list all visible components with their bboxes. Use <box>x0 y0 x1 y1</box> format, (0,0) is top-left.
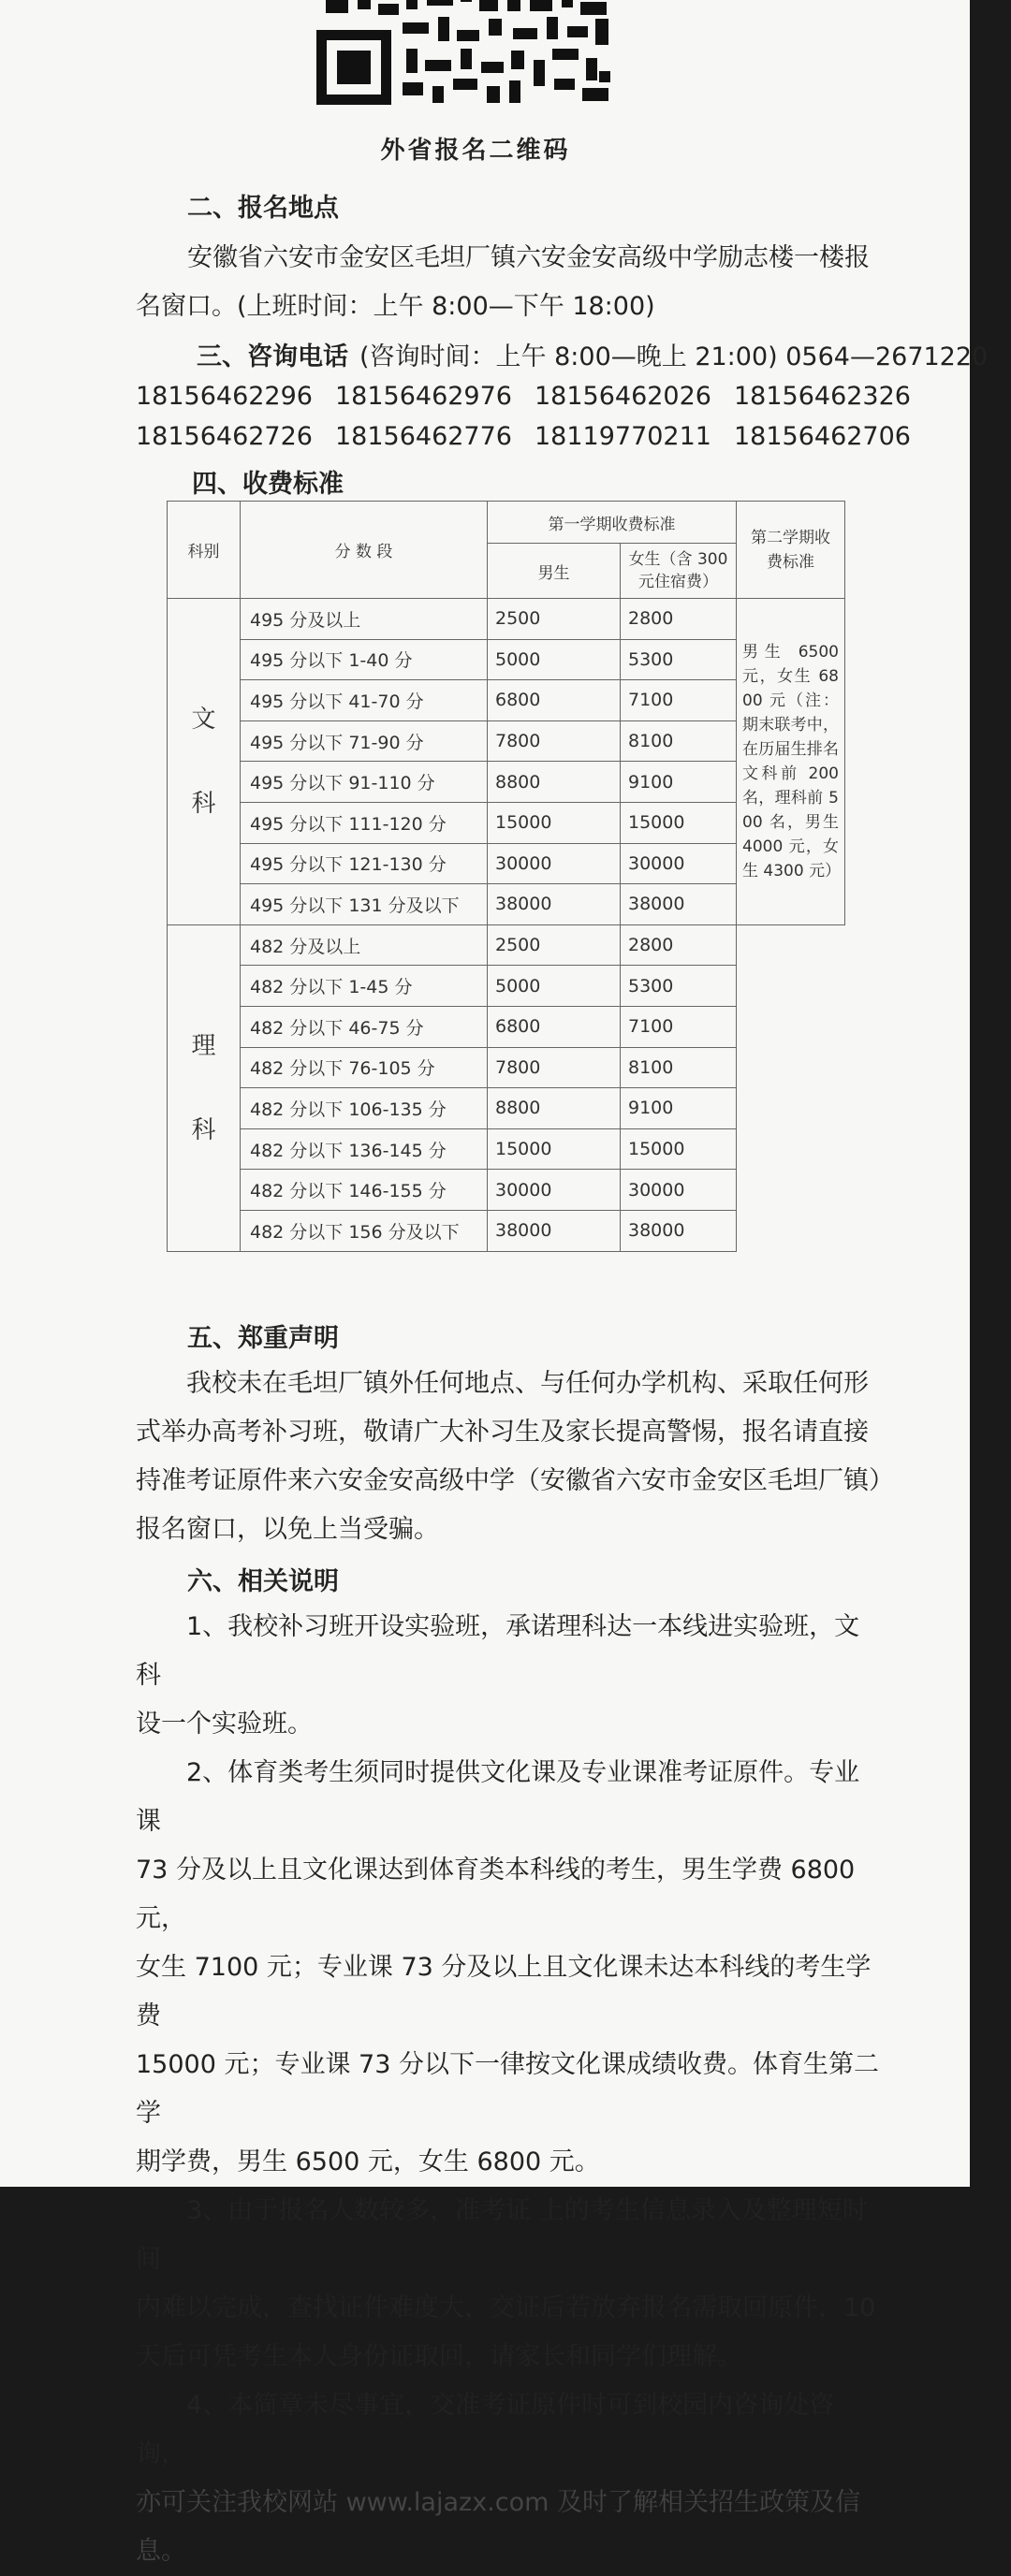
header-subject: 科别 <box>168 502 241 599</box>
qr-code-image <box>316 0 618 112</box>
phone-number: 18156462026 <box>535 382 711 411</box>
cell-female: 2800 <box>621 599 737 640</box>
fee-row <box>168 1006 845 1047</box>
cell-male: 8800 <box>488 1088 621 1129</box>
cell-male: 38000 <box>488 884 621 925</box>
cell-male: 2500 <box>488 599 621 640</box>
cell-female: 9100 <box>621 762 737 803</box>
declaration-text <box>136 1360 894 1554</box>
phone-number: 18156462706 <box>734 422 911 451</box>
cell-range: 482 分以下 146-155 分 <box>241 1170 488 1211</box>
cell-range: 495 分以下 121-130 分 <box>241 843 488 884</box>
phone-number: 18156462976 <box>335 382 512 411</box>
header-male: 男生 <box>488 544 621 599</box>
section-heading-location: 二、报名地点 <box>187 194 339 223</box>
cell-range: 495 分及以上 <box>241 599 488 640</box>
cell-range: 495 分以下 71-90 分 <box>241 720 488 762</box>
note-4-line: 亦可关注我校网站 www.lajazx.com 及时了解相关招生政策及信息。 <box>136 2488 861 2566</box>
note-4-line: 4、本简章未尽事宜，交准考证原件时可到校园内咨询处咨询， <box>136 2391 835 2468</box>
cell-female: 38000 <box>621 1210 737 1251</box>
arts-rows <box>168 599 845 925</box>
declaration-line: 持准考证原件来六安金安高级中学（安徽省六安市金安区毛坦厂镇） <box>136 1466 894 1495</box>
cell-male: 2500 <box>488 924 621 966</box>
cell-male: 5000 <box>488 639 621 680</box>
cell-female: 8100 <box>621 1047 737 1088</box>
fee-row <box>168 1210 845 1251</box>
cell-range: 482 分以下 136-145 分 <box>241 1128 488 1170</box>
phone-number: 18156462326 <box>734 382 911 411</box>
phone-hours: (咨询时间：上午 8:00—晚上 21:00) 0564—2671220 <box>359 342 989 371</box>
qr-caption: 外省报名二维码 <box>380 137 571 165</box>
cell-female: 5300 <box>621 639 737 680</box>
note-3-line: 天后可凭考生本人身份证取回，请家长和同学们理解。 <box>136 2342 742 2371</box>
cell-range: 482 分以下 46-75 分 <box>241 1006 488 1047</box>
cell-male: 5000 <box>488 966 621 1007</box>
cell-range: 495 分以下 131 分及以下 <box>241 884 488 925</box>
cell-range: 495 分以下 41-70 分 <box>241 680 488 721</box>
note-2-line: 73 分及以上且文化课达到体育类本科线的考生，男生学费 6800 元， <box>136 1856 856 1933</box>
cell-male: 30000 <box>488 1170 621 1211</box>
note-2-line: 期学费，男生 6500 元，女生 6800 元。 <box>136 2147 600 2176</box>
note-1-line: 1、我校补习班开设实验班，承诺理科达一本线进实验班，文科 <box>136 1612 860 1690</box>
arts-subject-label <box>168 599 241 925</box>
cell-female: 30000 <box>621 843 737 884</box>
cell-range: 482 分以下 156 分及以下 <box>241 1210 488 1251</box>
location-line-2: 名窗口。(上班时间：上午 8:00—下午 18:00) <box>136 292 655 321</box>
notes-text <box>136 1603 885 2576</box>
cell-female: 7100 <box>621 680 737 721</box>
section-heading-fees: 四、收费标准 <box>192 470 344 499</box>
cell-female: 15000 <box>621 1128 737 1170</box>
cell-female: 8100 <box>621 720 737 762</box>
cell-range: 482 分以下 76-105 分 <box>241 1047 488 1088</box>
fee-row <box>168 1128 845 1170</box>
header-first-term: 第一学期收费标准 <box>488 502 737 544</box>
subject-char: 理 <box>191 1031 216 1060</box>
note-2-line: 15000 元；专业课 73 分以下一律按文化课成绩收费。体育生第二学 <box>136 2050 879 2128</box>
cell-male: 7800 <box>488 1047 621 1088</box>
cell-female: 15000 <box>621 802 737 843</box>
phone-number: 18156462296 <box>136 382 313 411</box>
cell-range: 482 分以下 1-45 分 <box>241 966 488 1007</box>
qr-code <box>316 0 618 112</box>
location-line-1: 安徽省六安市金安区毛坦厂镇六安金安高级中学励志楼一楼报 <box>187 243 870 272</box>
subject-char: 科 <box>191 789 216 818</box>
subject-char: 文 <box>191 705 216 734</box>
fee-row <box>168 1088 845 1129</box>
cell-male: 38000 <box>488 1210 621 1251</box>
cell-range: 495 分以下 111-120 分 <box>241 802 488 843</box>
subject-char: 科 <box>191 1115 216 1144</box>
cell-range: 482 分及以上 <box>241 924 488 966</box>
fee-row <box>168 599 845 640</box>
cell-male: 8800 <box>488 762 621 803</box>
fee-row <box>168 1047 845 1088</box>
cell-female: 30000 <box>621 1170 737 1211</box>
phone-number: 18156462726 <box>136 422 313 451</box>
cell-range: 495 分以下 91-110 分 <box>241 762 488 803</box>
fee-row <box>168 1170 845 1211</box>
cell-range: 495 分以下 1-40 分 <box>241 639 488 680</box>
cell-female: 38000 <box>621 884 737 925</box>
cell-male: 15000 <box>488 802 621 843</box>
note-3-line: 3、由于报名人数较多，准考证 上的考生信息录入及整理短时间 <box>136 2196 868 2274</box>
cell-male: 6800 <box>488 1006 621 1047</box>
header-second-term: 第二学期收费标准 <box>737 502 845 599</box>
cell-male: 6800 <box>488 680 621 721</box>
phone-row-2 <box>136 422 933 451</box>
phone-number: 18119770211 <box>535 422 711 451</box>
note-2-line: 2、体育类考生须同时提供文化课及专业课准考证原件。专业课 <box>136 1758 860 1836</box>
phone-row-1 <box>136 382 933 411</box>
science-subject-label <box>168 924 241 1251</box>
cell-female: 5300 <box>621 966 737 1007</box>
fee-table <box>167 501 845 1252</box>
section-heading-declaration: 五、郑重声明 <box>187 1324 339 1353</box>
declaration-line: 报名窗口，以免上当受骗。 <box>136 1515 439 1544</box>
fee-row <box>168 966 845 1007</box>
note-2-line: 女生 7100 元；专业课 73 分及以上且文化课未达本科线的考生学费 <box>136 1953 872 2030</box>
cell-male: 7800 <box>488 720 621 762</box>
note-3-line: 内难以完成，查找证件难度大，交证后若放弃报名需取回原件，10 <box>136 2293 876 2322</box>
header-female: 女生（含 300 元住宿费） <box>621 544 737 599</box>
second-term-note: 男生 6500 元，女生 6800 元（注：期末联考中，在历届生排名文科前 200 名，理科前 500 名，男生 4000 元，女生 4300 元） <box>737 599 845 925</box>
header-range: 分 数 段 <box>241 502 488 599</box>
fee-row <box>168 924 845 966</box>
cell-male: 15000 <box>488 1128 621 1170</box>
cell-female: 2800 <box>621 924 737 966</box>
science-rows <box>168 924 845 1251</box>
note-1-line: 设一个实验班。 <box>136 1710 313 1739</box>
section-heading-notes: 六、相关说明 <box>187 1567 339 1596</box>
declaration-line: 我校未在毛坦厂镇外任何地点、与任何办学机构、采取任何形 <box>186 1369 869 1398</box>
declaration-line: 式举办高考补习班，敬请广大补习生及家长提高警惕，报名请直接 <box>136 1418 869 1447</box>
section-heading-phone: 三、咨询电话 <box>197 342 348 371</box>
cell-range: 482 分以下 106-135 分 <box>241 1088 488 1129</box>
cell-female: 7100 <box>621 1006 737 1047</box>
phone-number: 18156462776 <box>335 422 512 451</box>
cell-male: 30000 <box>488 843 621 884</box>
cell-female: 9100 <box>621 1088 737 1129</box>
